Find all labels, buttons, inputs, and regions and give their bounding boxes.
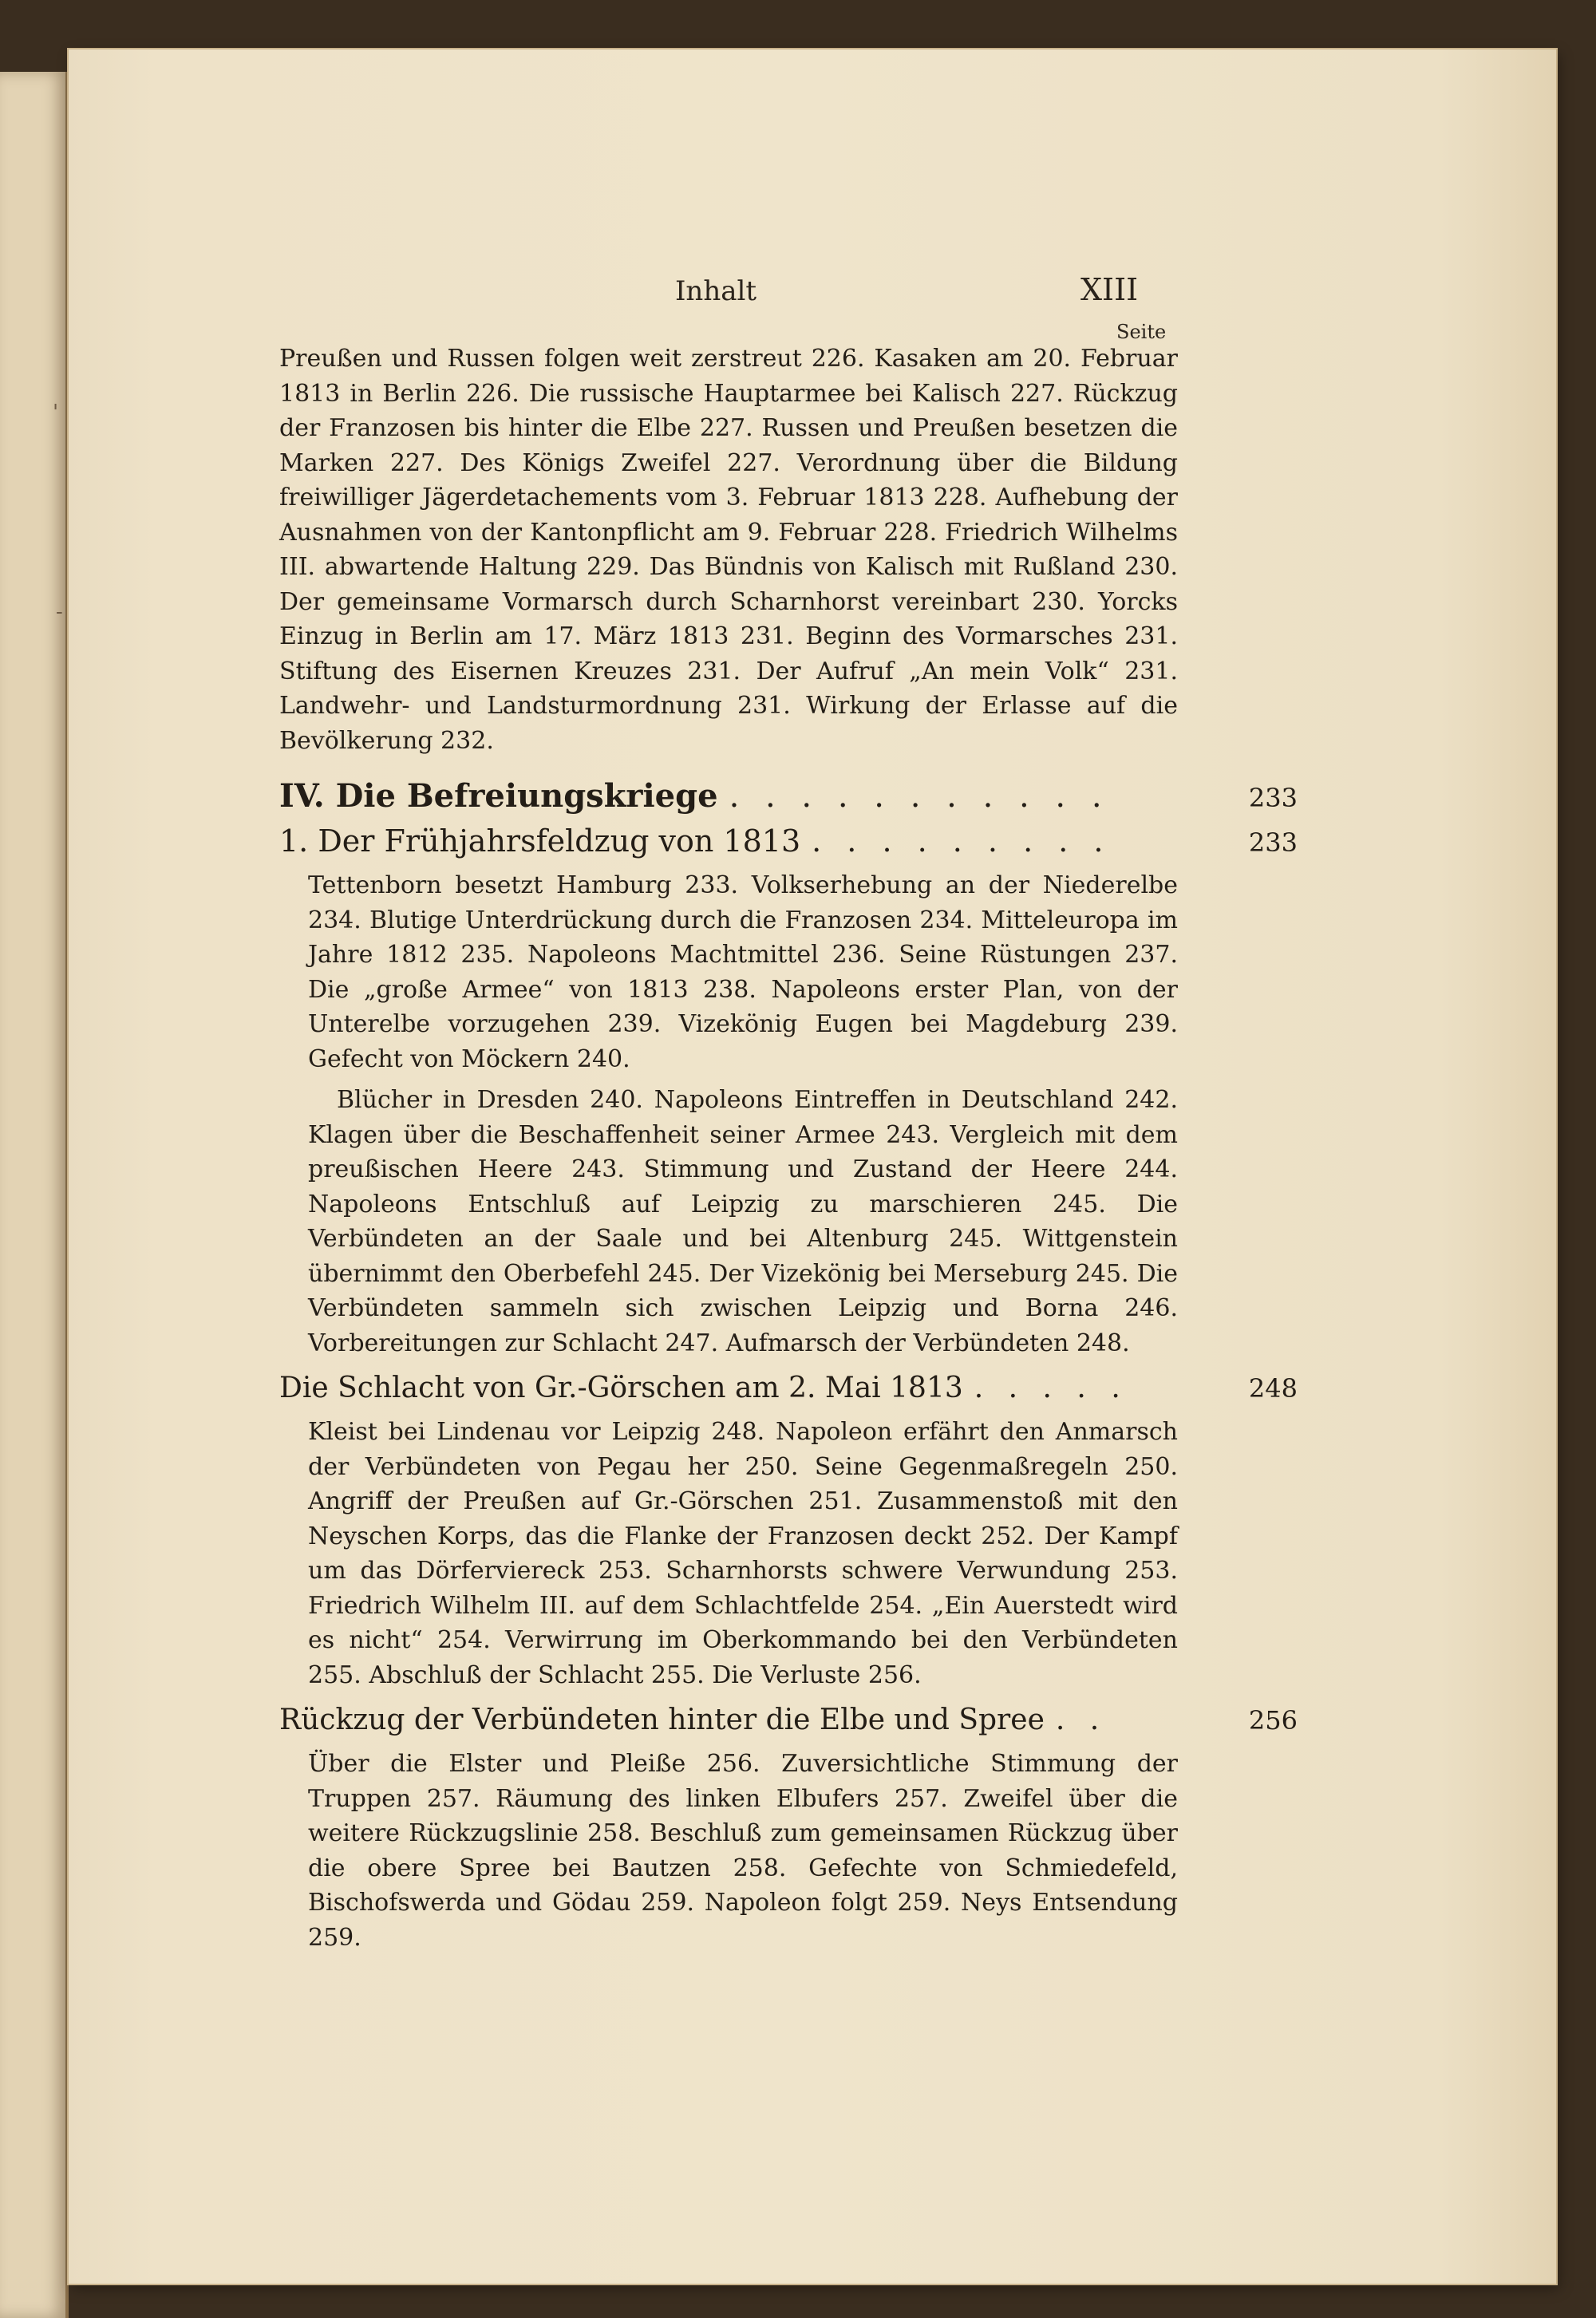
seite-label: Seite <box>1116 321 1167 343</box>
leader-dots <box>1045 1704 1123 1736</box>
schlacht-paragraph: Kleist bei Lindenau vor Leipzig 248. Napoleon erfährt den Anmarsch der Verbündeten von Pegau her 250. Seine Gegenmaßregeln 250. Angriff der Preußen auf Gr.-Görschen 251. Zusammenstoß mit den Neyschen Korps, das die Flanke der Franzosen deckt 252. Der Kampf um das Dörferviereck 253. Scharnhorsts schwere Verwundung 253. Friedrich Wilhelm III. auf dem Schlachtfelde 254. „Ein Auerstedt wird es nicht“ 254. Verwirrung im Oberkommando bei den Verbündeten 255. Abschluß der Schlacht 255. Die Verluste 256. <box>308 1418 1178 1689</box>
chapter-1-page: 233 <box>1248 827 1298 858</box>
rueckzug-heading <box>279 1704 1298 1747</box>
chapter-1-heading <box>279 823 1298 868</box>
chapter-1-paragraph-2: Blücher in Dresden 240. Napoleons Eintreffen in Deutschland 242. Klagen über die Beschaffenheit seiner Armee 243. Vergleich mit dem preußischen Heere 243. Stimmung und Zustand der Heere 244. Napoleons Entschluß auf Leipzig zu marschieren 245. Die Verbündeten an der Saale und bei Altenburg 245. Wittgenstein übernimmt den Oberbefehl 245. Der Vizekönig bei Merseburg 245. Die Verbündeten sammeln sich zwischen Leipzig und Borna 246. Vorbereitungen zur Schlacht 247. Aufmarsch der Verbündeten 248. <box>308 1086 1178 1357</box>
rueckzug-paragraph: Über die Elster und Pleiße 256. Zuversichtliche Stimmung der Truppen 257. Räumung des linken Elbufers 257. Zweifel über die weitere Rückzugslinie 258. Beschluß zum gemeinsamen Rückzug über die obere Spree bei Bautzen 258. Gefechte von Schmiedefeld, Bischofswerda und Gödau 259. Napoleon folgt 259. Neys Entsendung 259. <box>308 1750 1178 1952</box>
intro-paragraph: Preußen und Russen folgen weit zerstreut 226. Kasaken am 20. Februar 1813 in Berlin 226. Die russische Hauptarmee bei Kalisch 227. Rückzug der Franzosen bis hinter die Elbe 227. Russen und Preußen besetzen die Marken 227. Des Königs Zweifel 227. Verordnung über die Bildung freiwilliger Jägerdetachements vom 3. Februar 1813 228. Aufhebung der Ausnahmen von der Kantonpflicht am 9. Februar 228. Friedrich Wilhelms III. abwartende Haltung 229. Das Bündnis von Kalisch mit Rußland 230. Der gemeinsame Vormarsch durch Scharnhorst vereinbart 230. Yorcks Einzug in Berlin am 17. März 1813 231. Beginn des Vormarsches 231. Stiftung des Eisernen Kreuzes 231. Der Aufruf „An mein Volk“ 231. Landwehr- und Landsturmordnung 231. Wirkung der Erlasse auf die Bevölkerung 232. <box>279 345 1178 755</box>
rueckzug-page: 256 <box>1248 1705 1298 1736</box>
leader-dots <box>963 1372 1123 1404</box>
page-header <box>69 272 1556 323</box>
schlacht-page: 248 <box>1248 1373 1298 1404</box>
margin-mark: ' <box>53 401 59 425</box>
schlacht-body <box>279 1415 1178 1692</box>
part-iv-title: IV. Die Befreiungskriege <box>279 777 718 815</box>
chapter-1-body <box>279 868 1178 1360</box>
rueckzug-body <box>279 1747 1178 1955</box>
toc-content <box>279 342 1298 1955</box>
rueckzug-title: Rückzug der Verbündeten hinter die Elbe und Spree <box>279 1704 1045 1736</box>
leader-dots <box>718 778 1123 815</box>
chapter-1-title: 1. Der Frühjahrsfeldzug von 1813 <box>279 823 801 859</box>
margin-mark: - <box>56 600 63 624</box>
schlacht-title: Die Schlacht von Gr.-Görschen am 2. Mai 1813 <box>279 1372 963 1404</box>
part-iv-heading <box>279 777 1298 823</box>
leader-dots <box>800 823 1123 859</box>
part-iv-page: 233 <box>1248 783 1298 813</box>
page-number: XIII <box>1080 272 1139 307</box>
book-page <box>53 49 1556 2284</box>
running-title: Inhalt <box>675 275 757 307</box>
chapter-1-paragraph-1: Tettenborn besetzt Hamburg 233. Volkserhebung an der Niederelbe 234. Blutige Unterdrückung durch die Franzosen 234. Mitteleuropa im Jahre 1812 235. Napoleons Machtmittel 236. Seine Rüstungen 237. Die „große Armee“ von 1813 238. Napoleons erster Plan, von der Unterelbe vorzugehen 239. Vizekönig Eugen bei Magdeburg 239. Gefecht von Möckern 240. <box>308 871 1178 1073</box>
schlacht-heading <box>279 1372 1298 1415</box>
